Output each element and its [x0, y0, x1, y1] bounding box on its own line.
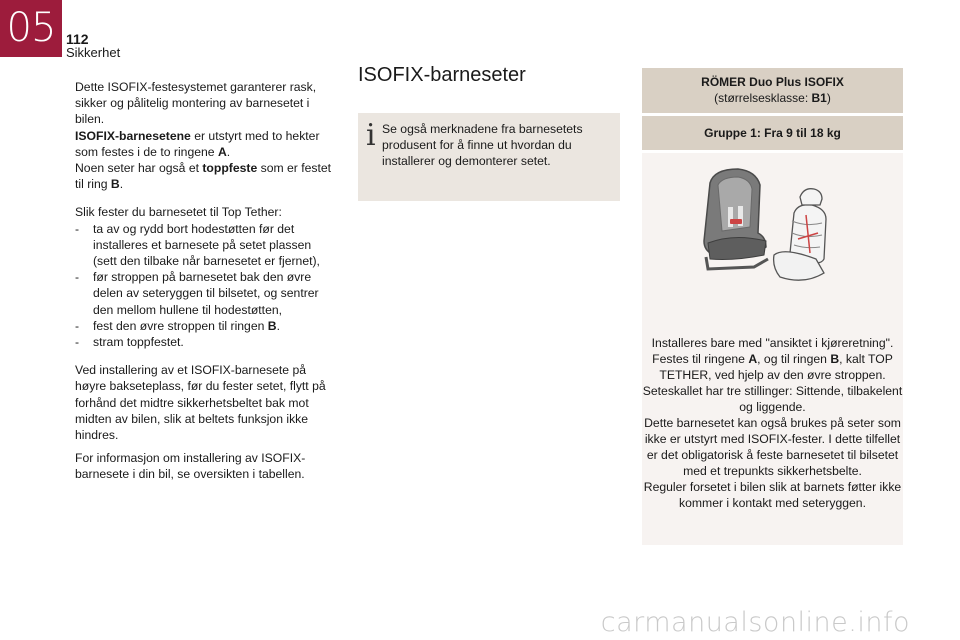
- fastening-text: Festes til ringene A, og til ringen B, kalt TOP TETHER, ved hjelp av den øvre stroppen.: [652, 352, 893, 382]
- right-seat-paragraph: Ved installering av et ISOFIX-barnesete på høyre bakseteplass, før du fester setet, flytt på forhånd det midtre sikkerhetsbeltet bak mot midten av bilen, slik at beltets funksjon ikke hindres.: [75, 363, 326, 443]
- product-name: RÖMER Duo Plus ISOFIX: [701, 75, 844, 89]
- front-seat-text: Reguler forsetet i bilen slik at barnets føtter ikke kommer i kontakt med seteryggen.: [643, 480, 902, 510]
- belt-text: Dette barnesetet kan også brukes på seter som ikke er utstyrt med ISOFIX-fester. I dette tilfellet er det obligatorisk å feste barnesetet til bilsetet med et trepunkts sikkerhetsbelte.: [644, 416, 901, 478]
- step-item: - fest den øvre stroppen til ringen B.: [75, 318, 337, 334]
- product-details: [642, 153, 903, 545]
- intro-toppfeste-paragraph: Noen seter har også et toppfeste som er festet til ring B.: [75, 161, 332, 192]
- product-description: [642, 335, 903, 511]
- note-box: [358, 113, 620, 201]
- child-seat-table: [642, 68, 903, 545]
- info-icon: i: [366, 118, 376, 153]
- step-item: - ta av og rydd bort hodestøtten før det installeres et barnesete på setet plassen (sett den tilbake når barnesetet er fjernet),: [75, 221, 337, 270]
- positions-text: Seteskallet har tre stillinger: Sittende, tilbakelent og liggende.: [642, 384, 903, 414]
- direction-text: Installeres bare med "ansiktet i kjøreretning".: [651, 336, 894, 350]
- note-text: Se også merknadene fra barnesetets produsent for å finne ut hvordan du installerer og demonterer setet.: [382, 122, 583, 169]
- steps-title: Slik fester du barnesetet til Top Tether:: [75, 205, 282, 220]
- intro-paragraph: Dette ISOFIX-festesystemet garanterer rask, sikker og pålitelig montering av barnesetet i bilen.: [75, 80, 317, 127]
- watermark: carmanualsonline.info: [600, 607, 910, 638]
- chapter-tab: 05: [0, 0, 62, 57]
- page-number: 112: [66, 31, 89, 47]
- section-name: Sikkerhet: [66, 45, 121, 60]
- product-header: [642, 68, 903, 113]
- step-item: - stram toppfestet.: [75, 334, 337, 350]
- info-paragraph: For informasjon om installering av ISOFIX-barnesete i din bil, se oversikten i tabellen.: [75, 451, 306, 482]
- size-class: (størrelsesklasse: B1): [714, 91, 831, 105]
- child-seat-image: [694, 163, 854, 299]
- section-title: ISOFIX-barneseter: [358, 64, 526, 86]
- left-column: [75, 79, 337, 483]
- step-item: - før stroppen på barnesetet bak den øvre delen av seteryggen til bilsetet, og sentrer den mellom hullene til hodestøtten,: [75, 269, 337, 318]
- group-header: Gruppe 1: Fra 9 til 18 kg: [642, 116, 903, 150]
- intro-isofix-paragraph: ISOFIX-barnesetene er utstyrt med to hekter som festes i de to ringene A.: [75, 128, 320, 159]
